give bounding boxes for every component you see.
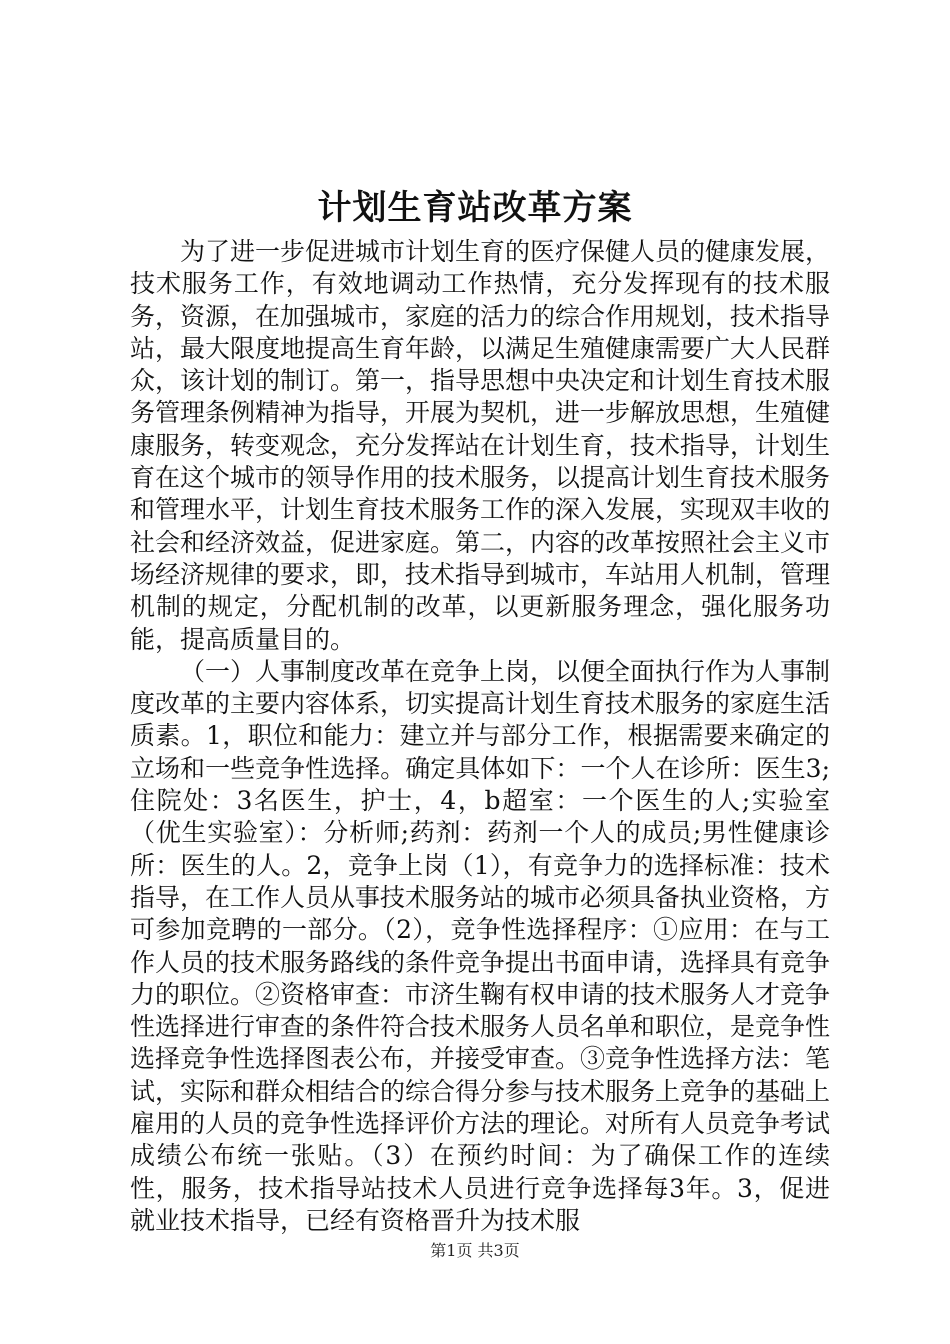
document-title: 计划生育站改革方案 [317, 188, 633, 228]
page-footer: 第1页 共3页 [430, 1241, 520, 1260]
paragraph-personnel-reform: （一）人事制度改革在竞争上岗，以便全面执行作为人事制度改革的主要内容体系，切实提高计划生育技术服务的家庭生活质素。1，职位和能力：建立并与部分工作，根据需要来确定的立场和一些竞争性选择。确定具体如下：一个人在诊所：医生3;住院处：3名医生，护士，4，b超室：一个医生的人;实验室（优生实验室）：分析师;药剂：药剂一个人的成员;男性健康诊所：医生的人。2，竞争上岗（1），有竞争力的选择标准：技术指导，在工作人员从事技术服务站的城市必须具备执业资格，方可参加竞聘的一部分。（2），竞争性选择程序：①应用：在与工作人员的技术服务路线的条件竞争提出书面申请，选择具有竞争力的职位。②资格审查：市济生鞠有权申请的技术服务人才竞争性选择进行审查的条件符合技术服务人员名单和职位，是竞争性选择竞争性选择图表公布，并接受审查。③竞争性选择方法：笔试，实际和群众相结合的综合得分参与技术服务上竞争的基础上雇用的人员的竞争性选择评价方法的理论。对所有人员竞争考试成绩公布统一张贴。（3）在预约时间：为了确保工作的连续性，服务，技术指导站技术人员进行竞争选择每3年。3，促进就业技术指导，已经有资格晋升为技术服 [130, 656, 831, 1235]
document-body [130, 236, 830, 1237]
paragraph-intro: 为了进一步促进城市计划生育的医疗保健人员的健康发展，技术服务工作，有效地调动工作热情，充分发挥现有的技术服务，资源，在加强城市，家庭的活力的综合作用规划，技术指导站，最大限度地提高生育年龄，以满足生殖健康需要广大人民群众，该计划的制订。第一，指导思想中央决定和计划生育技术服务管理条例精神为指导，开展为契机，进一步解放思想，生殖健康服务，转变观念，充分发挥站在计划生育，技术指导，计划生育在这个城市的领导作用的技术服务，以提高计划生育技术服务和管理水平，计划生育技术服务工作的深入发展，实现双丰收的社会和经济效益，促进家庭。第二，内容的改革按照社会主义市场经济规律的要求，即，技术指导到城市，车站用人机制，管理机制的规定，分配机制的改革，以更新服务理念，强化服务功能，提高质量目的。 [130, 237, 831, 654]
